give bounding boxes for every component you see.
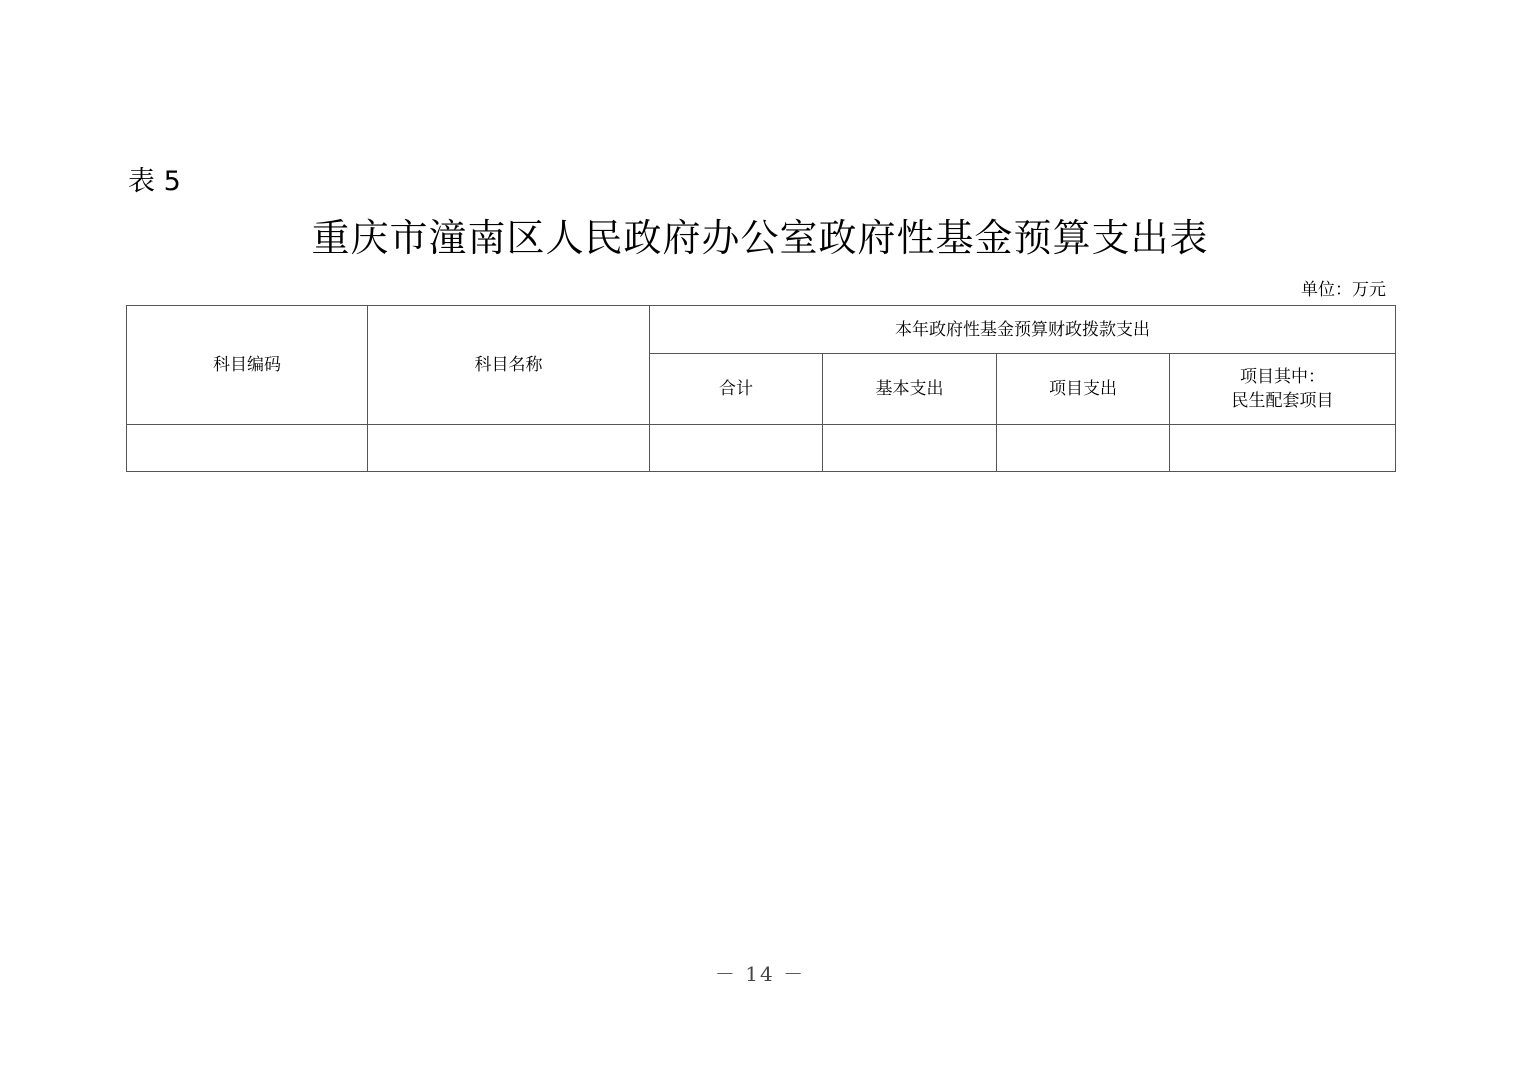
page-number: － 14 － — [714, 962, 806, 986]
page-title: 重庆市潼南区人民政府办公室政府性基金预算支出表 — [311, 216, 1209, 260]
table-cell — [127, 425, 368, 472]
header-livelihood-line2: 民生配套项目 — [1231, 391, 1334, 411]
header-project-expenditure: 项目支出 — [997, 354, 1170, 425]
table-number: 表 5 — [128, 166, 181, 197]
table-cell — [650, 425, 823, 472]
header-livelihood-projects — [1170, 354, 1396, 425]
header-basic-expenditure: 基本支出 — [823, 354, 997, 425]
table-cell — [823, 425, 997, 472]
header-subject-name: 科目名称 — [368, 306, 650, 425]
table-cell — [368, 425, 650, 472]
header-row-1 — [127, 306, 1396, 354]
header-total: 合计 — [650, 354, 823, 425]
table-row — [127, 425, 1396, 472]
table-cell — [1170, 425, 1396, 472]
header-livelihood-line1: 项目其中： — [1240, 367, 1325, 387]
unit-label: 单位：万元 — [1301, 280, 1386, 300]
budget-table — [126, 305, 1396, 472]
table-cell — [997, 425, 1170, 472]
header-expenditure-group: 本年政府性基金预算财政拨款支出 — [650, 306, 1396, 354]
header-subject-code: 科目编码 — [127, 306, 368, 425]
